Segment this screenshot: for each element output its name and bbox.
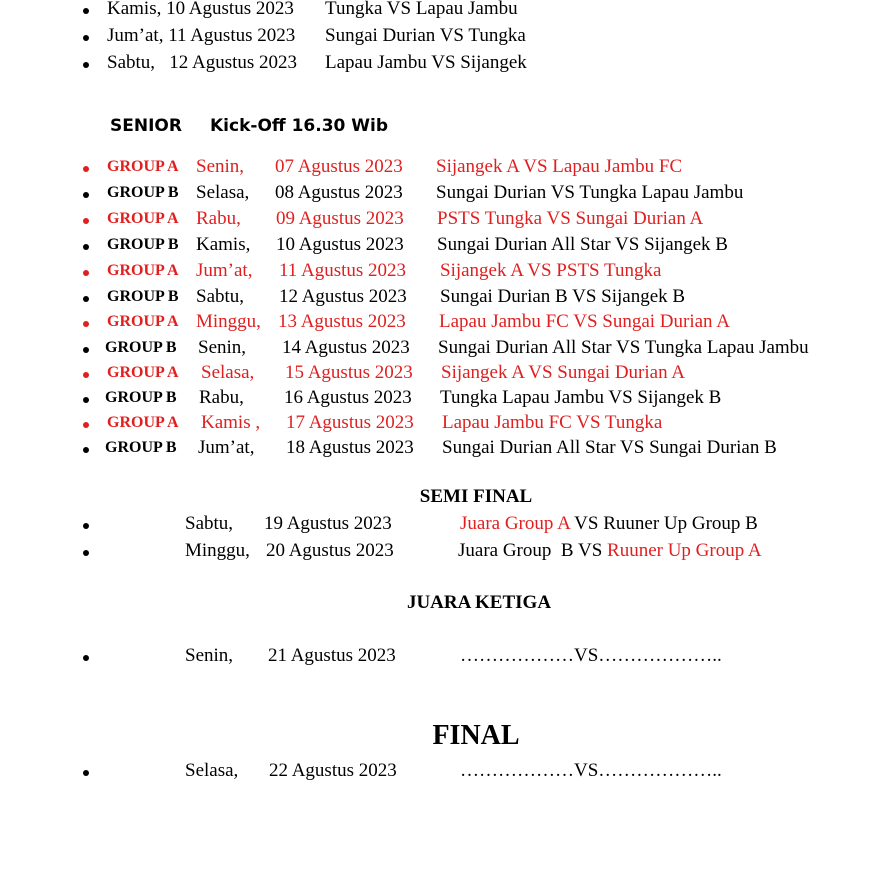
semi-date: 20 Agustus 2023	[266, 540, 394, 561]
schedule-match: Sijangek A VS Sungai Durian A	[441, 362, 686, 383]
schedule-day: Selasa,	[201, 362, 255, 383]
schedule-match: PSTS Tungka VS Sungai Durian A	[437, 208, 704, 229]
bullet-icon	[83, 321, 89, 327]
bullet-icon	[83, 347, 89, 353]
group-label: GROUP A	[107, 262, 179, 279]
semi-date: 19 Agustus 2023	[264, 513, 392, 534]
final-day: Selasa,	[185, 760, 239, 781]
senior-label: SENIOR	[110, 116, 182, 136]
schedule-match: Sungai Durian All Star VS Sungai Durian B	[442, 437, 777, 458]
third-place-date: 21 Agustus 2023	[268, 645, 396, 666]
group-label: GROUP B	[107, 288, 179, 305]
kickoff-time: Kick-Off 16.30 Wib	[210, 116, 389, 136]
schedule-date: 13 Agustus 2023	[278, 311, 406, 332]
top-list-date: Sabtu, 12 Agustus 2023	[107, 52, 298, 73]
semi-team-right: Ruuner Up Group A	[607, 540, 762, 561]
schedule-date: 10 Agustus 2023	[276, 234, 404, 255]
schedule-date: 16 Agustus 2023	[284, 387, 412, 408]
third-place-match: ………………VS………………..	[460, 645, 722, 666]
top-list-date: Jum’at, 11 Agustus 2023	[107, 25, 296, 46]
bullet-icon	[83, 550, 89, 556]
top-list-match: Sungai Durian VS Tungka	[325, 25, 526, 46]
semi-day: Minggu,	[185, 540, 250, 561]
semi-vs: VS	[573, 540, 608, 561]
final-date: 22 Agustus 2023	[269, 760, 397, 781]
semi-match	[460, 513, 758, 535]
bullet-icon	[83, 8, 89, 14]
schedule-date: 15 Agustus 2023	[285, 362, 413, 383]
schedule-date: 07 Agustus 2023	[275, 156, 403, 177]
schedule-match: Lapau Jambu FC VS Sungai Durian A	[439, 311, 730, 332]
schedule-match: Tungka Lapau Jambu VS Sijangek B	[440, 387, 722, 408]
schedule-day: Kamis ,	[201, 412, 261, 433]
schedule-match: Sungai Durian All Star VS Tungka Lapau Jambu	[438, 337, 809, 358]
top-list-match: Tungka VS Lapau Jambu	[325, 0, 518, 19]
schedule-date: 08 Agustus 2023	[275, 182, 403, 203]
bullet-icon	[83, 218, 89, 224]
bullet-icon	[83, 397, 89, 403]
group-label: GROUP A	[107, 364, 179, 381]
third-place-day: Senin,	[185, 645, 234, 666]
group-label: GROUP B	[105, 389, 177, 406]
top-list-date: Kamis, 10 Agustus 2023	[107, 0, 294, 19]
top-list-match: Lapau Jambu VS Sijangek	[325, 52, 527, 73]
schedule-date: 11 Agustus 2023	[279, 260, 407, 281]
group-label: GROUP A	[107, 414, 179, 431]
bullet-icon	[83, 35, 89, 41]
schedule-date: 17 Agustus 2023	[286, 412, 414, 433]
bullet-icon	[83, 655, 89, 661]
bullet-icon	[83, 372, 89, 378]
semi-team-left: Juara Group B	[458, 540, 574, 561]
semi-final-title: SEMI FINAL	[419, 486, 533, 507]
bullet-icon	[83, 296, 89, 302]
bullet-icon	[83, 192, 89, 198]
semi-vs: VS	[569, 513, 604, 534]
schedule-day: Jum’at,	[198, 437, 255, 458]
bullet-icon	[83, 523, 89, 529]
schedule-date: 09 Agustus 2023	[276, 208, 404, 229]
schedule-match: Sijangek A VS Lapau Jambu FC	[436, 156, 683, 177]
schedule-day: Kamis,	[196, 234, 251, 255]
third-place-title: JUARA KETIGA	[406, 592, 552, 613]
schedule-day: Sabtu,	[196, 286, 245, 307]
schedule-day: Minggu,	[196, 311, 261, 332]
schedule-day: Senin,	[196, 156, 245, 177]
group-label: GROUP B	[105, 339, 177, 356]
bullet-icon	[83, 770, 89, 776]
final-match: ………………VS………………..	[460, 760, 722, 781]
semi-team-right: Ruuner Up Group B	[603, 513, 758, 534]
schedule-match: Sungai Durian B VS Sijangek B	[440, 286, 686, 307]
bullet-icon	[83, 62, 89, 68]
group-label: GROUP A	[107, 210, 179, 227]
group-label: GROUP A	[107, 158, 179, 175]
schedule-day: Jum’at,	[196, 260, 253, 281]
bullet-icon	[83, 270, 89, 276]
schedule-day: Senin,	[198, 337, 247, 358]
bullet-icon	[83, 166, 89, 172]
group-label: GROUP B	[107, 236, 179, 253]
schedule-day: Selasa,	[196, 182, 250, 203]
bullet-icon	[83, 447, 89, 453]
group-label: GROUP B	[107, 184, 179, 201]
schedule-date: 14 Agustus 2023	[282, 337, 410, 358]
final-title: FINAL	[432, 720, 520, 751]
schedule-match: Sijangek A VS PSTS Tungka	[440, 260, 662, 281]
schedule-match: Sungai Durian VS Tungka Lapau Jambu	[436, 182, 744, 203]
group-label: GROUP A	[107, 313, 179, 330]
bullet-icon	[83, 244, 89, 250]
semi-match	[458, 540, 762, 562]
schedule-match: Lapau Jambu FC VS Tungka	[442, 412, 663, 433]
semi-day: Sabtu,	[185, 513, 234, 534]
semi-team-left: Juara Group A	[460, 513, 570, 534]
group-label: GROUP B	[105, 439, 177, 456]
schedule-day: Rabu,	[196, 208, 241, 229]
schedule-day: Rabu,	[199, 387, 244, 408]
schedule-date: 12 Agustus 2023	[279, 286, 407, 307]
bullet-icon	[83, 422, 89, 428]
schedule-match: Sungai Durian All Star VS Sijangek B	[437, 234, 728, 255]
schedule-date: 18 Agustus 2023	[286, 437, 414, 458]
